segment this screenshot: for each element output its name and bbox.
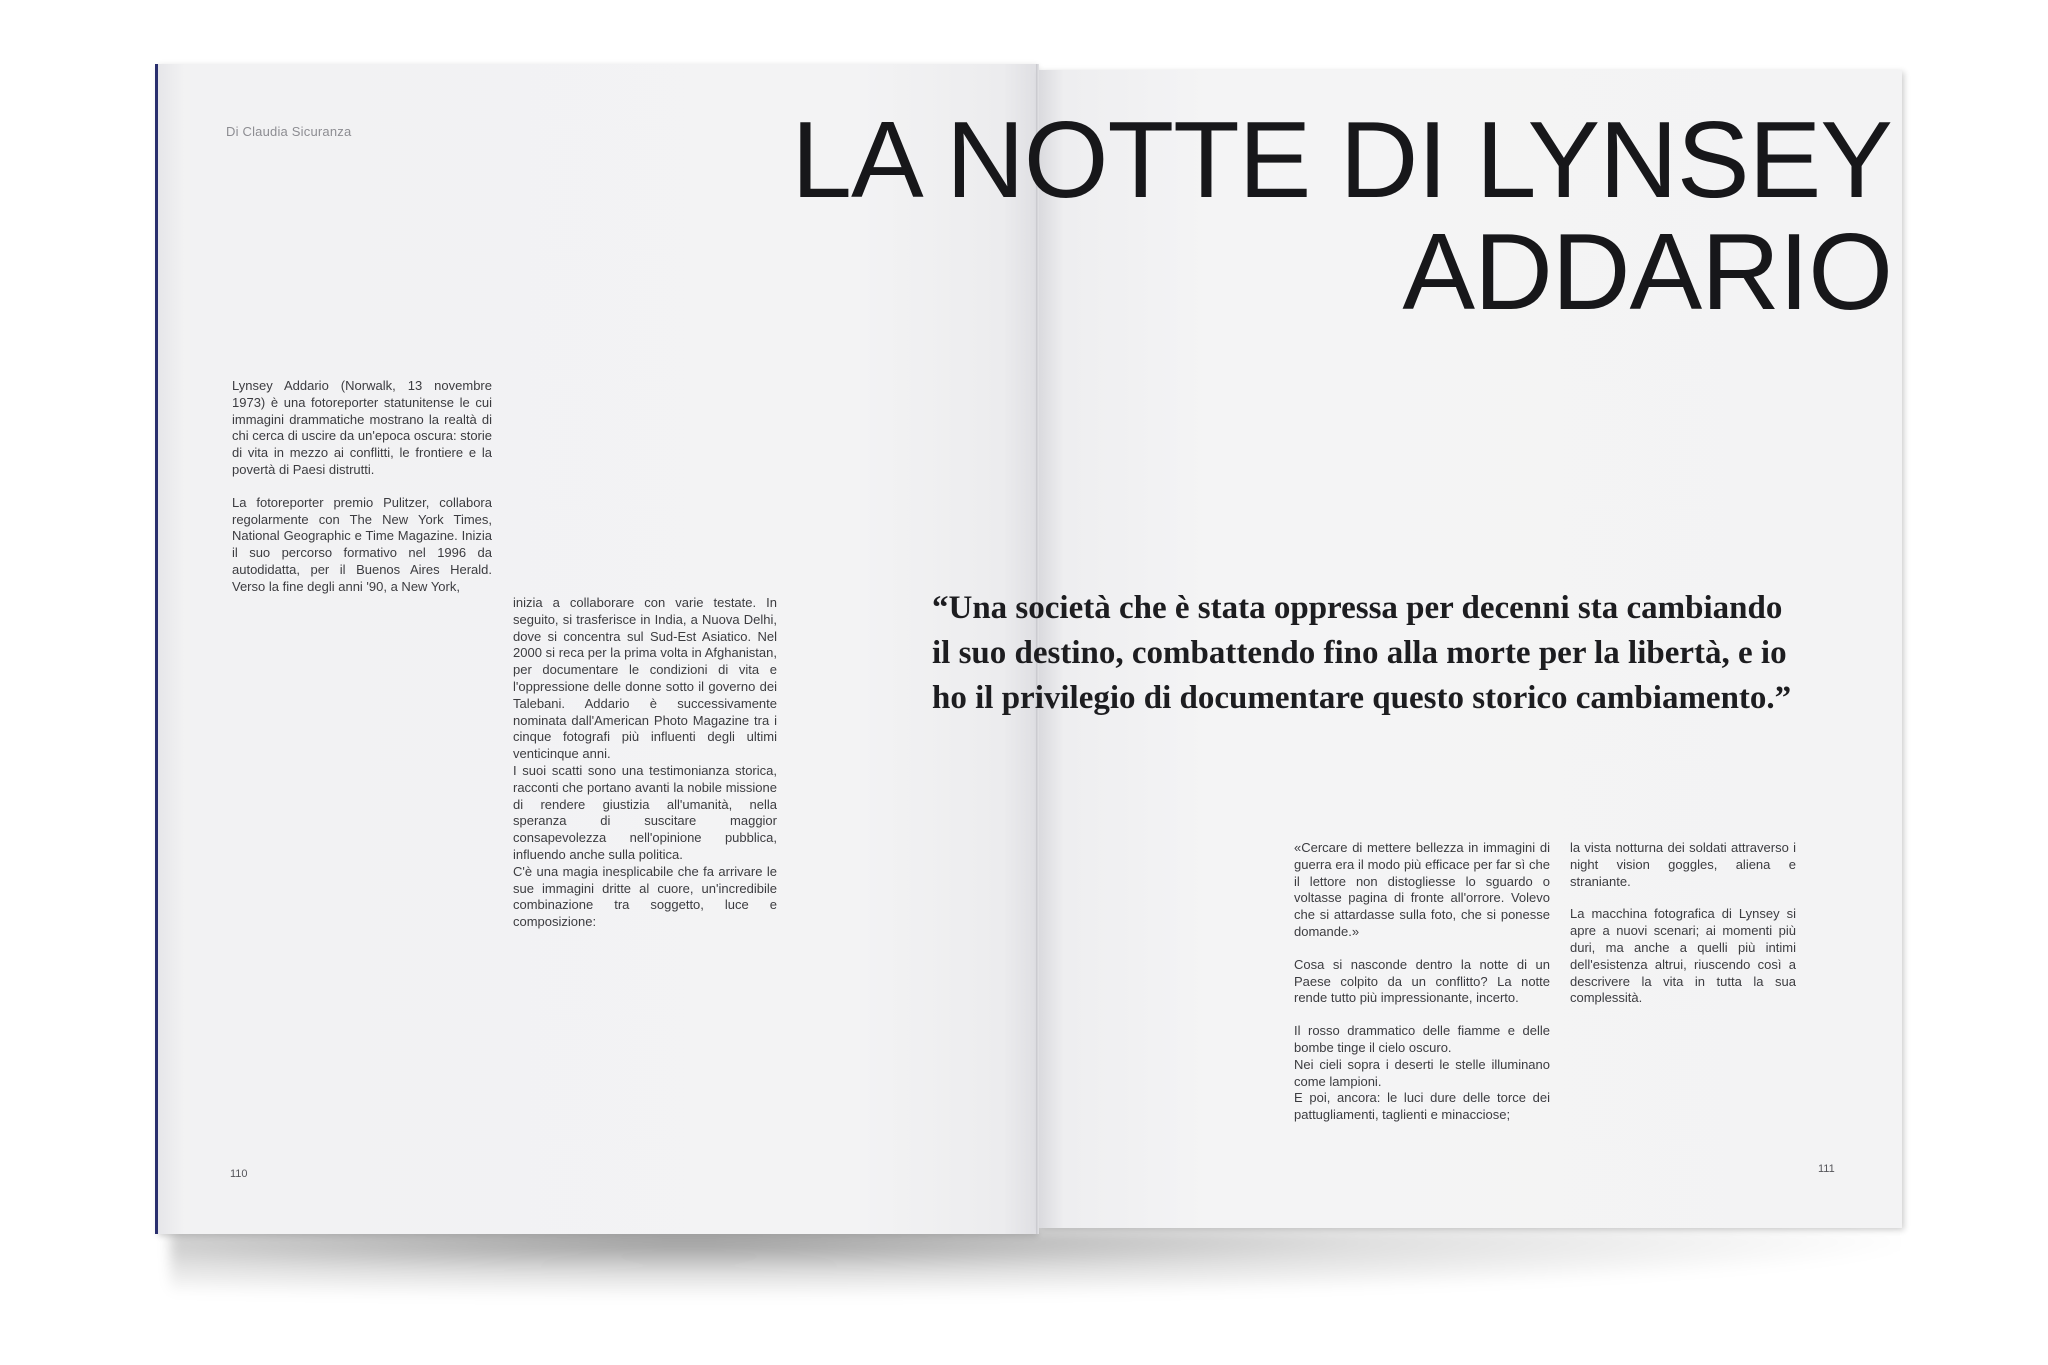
page-number-left: 110: [230, 1168, 248, 1180]
paragraph: E poi, ancora: le luci dure delle torce dei pattugliamenti, taglienti e minacciose;: [1294, 1090, 1550, 1123]
paragraph: I suoi scatti sono una testimonianza storica, racconti che portano avanti la nobile missione di rendere giustizia all'umanità, nella speranza di suscitare maggior consapevolezza nell'opinione pubblica, influendo anche sulla politica.: [513, 762, 777, 862]
paragraph: «Cercare di mettere bellezza in immagini di guerra era il modo più efficace per far sì che il lettore non distogliesse lo sguardo o voltasse pagina di fronte all'orrore. Volevo che si attardasse sulla foto, che si ponesse domande.»: [1294, 840, 1550, 939]
magazine-shadow: [170, 1228, 1900, 1298]
paragraph: Cosa si nasconde dentro la notte di un Paese colpito da un conflitto? La notte rende tutto più impressionante, incerto.: [1294, 956, 1550, 1006]
page-number-right: 111: [1818, 1163, 1835, 1175]
paragraph: Lynsey Addario (Norwalk, 13 novembre 1973) è una fotoreporter statunitense le cui immagini drammatiche mostrano la realtà di chi cerca di uscire da un'epoca oscura: storie di vita in mezzo ai conflitti, le frontiere e la povertà di Paesi distrutti.: [232, 378, 492, 477]
pull-quote: “Una società che è stata oppressa per decenni sta cambiando il suo destino, combattendo fino alla morte per la libertà, e io ho il privilegio di documentare questo storico cambiamento.”: [932, 590, 1792, 716]
right-column-1: [1294, 840, 1550, 1124]
paragraph: La macchina fotografica di Lynsey si apre a nuovi scenari; ai momenti più duri, ma anche a quelli più intimi dell'esistenza altrui, riuscendo così a descrivere la vita in tutta la sua complessità.: [1570, 906, 1796, 1006]
title-line-2: ADDARIO: [1402, 211, 1892, 333]
paragraph: Nei cieli sopra i deserti le stelle illuminano come lampioni.: [1294, 1056, 1550, 1089]
right-column-2: [1570, 840, 1796, 1023]
paragraph: inizia a collaborare con varie testate. In seguito, si trasferisce in India, a Nuova Delhi, dove si concentra sul Sud-Est Asiatico. Nel 2000 si reca per la prima volta in Afghanistan, per documentare le condizioni di vita e l'oppressione delle donne sotto il governo dei Talebani. Addario è successivamente nominata dall'American Photo Magazine tra i cinque fotografi più influenti degli ultimi venticinque anni.: [513, 595, 777, 762]
article-title: [592, 99, 1892, 333]
left-column-2: [513, 595, 777, 931]
paragraph: La fotoreporter premio Pulitzer, collabora regolarmente con The New York Times, National Geographic e Time Magazine. Inizia il suo percorso formativo nel 1996 da autodidatta, per il Buenos Aires Herald. Verso la fine degli anni '90, a New York,: [232, 494, 492, 594]
left-column-1: [232, 378, 492, 612]
paragraph: Il rosso drammatico delle fiamme e delle bombe tinge il cielo oscuro.: [1294, 1023, 1550, 1055]
paragraph: la vista notturna dei soldati attraverso i night vision goggles, aliena e straniante.: [1570, 840, 1796, 889]
title-line-1: LA NOTTE DI LYNSEY: [791, 99, 1892, 221]
byline: Di Claudia Sicuranza: [226, 124, 352, 139]
paragraph: C'è una magia inesplicabile che fa arrivare le sue immagini dritte al cuore, un'incredibile combinazione tra soggetto, luce e composizione:: [513, 863, 777, 930]
